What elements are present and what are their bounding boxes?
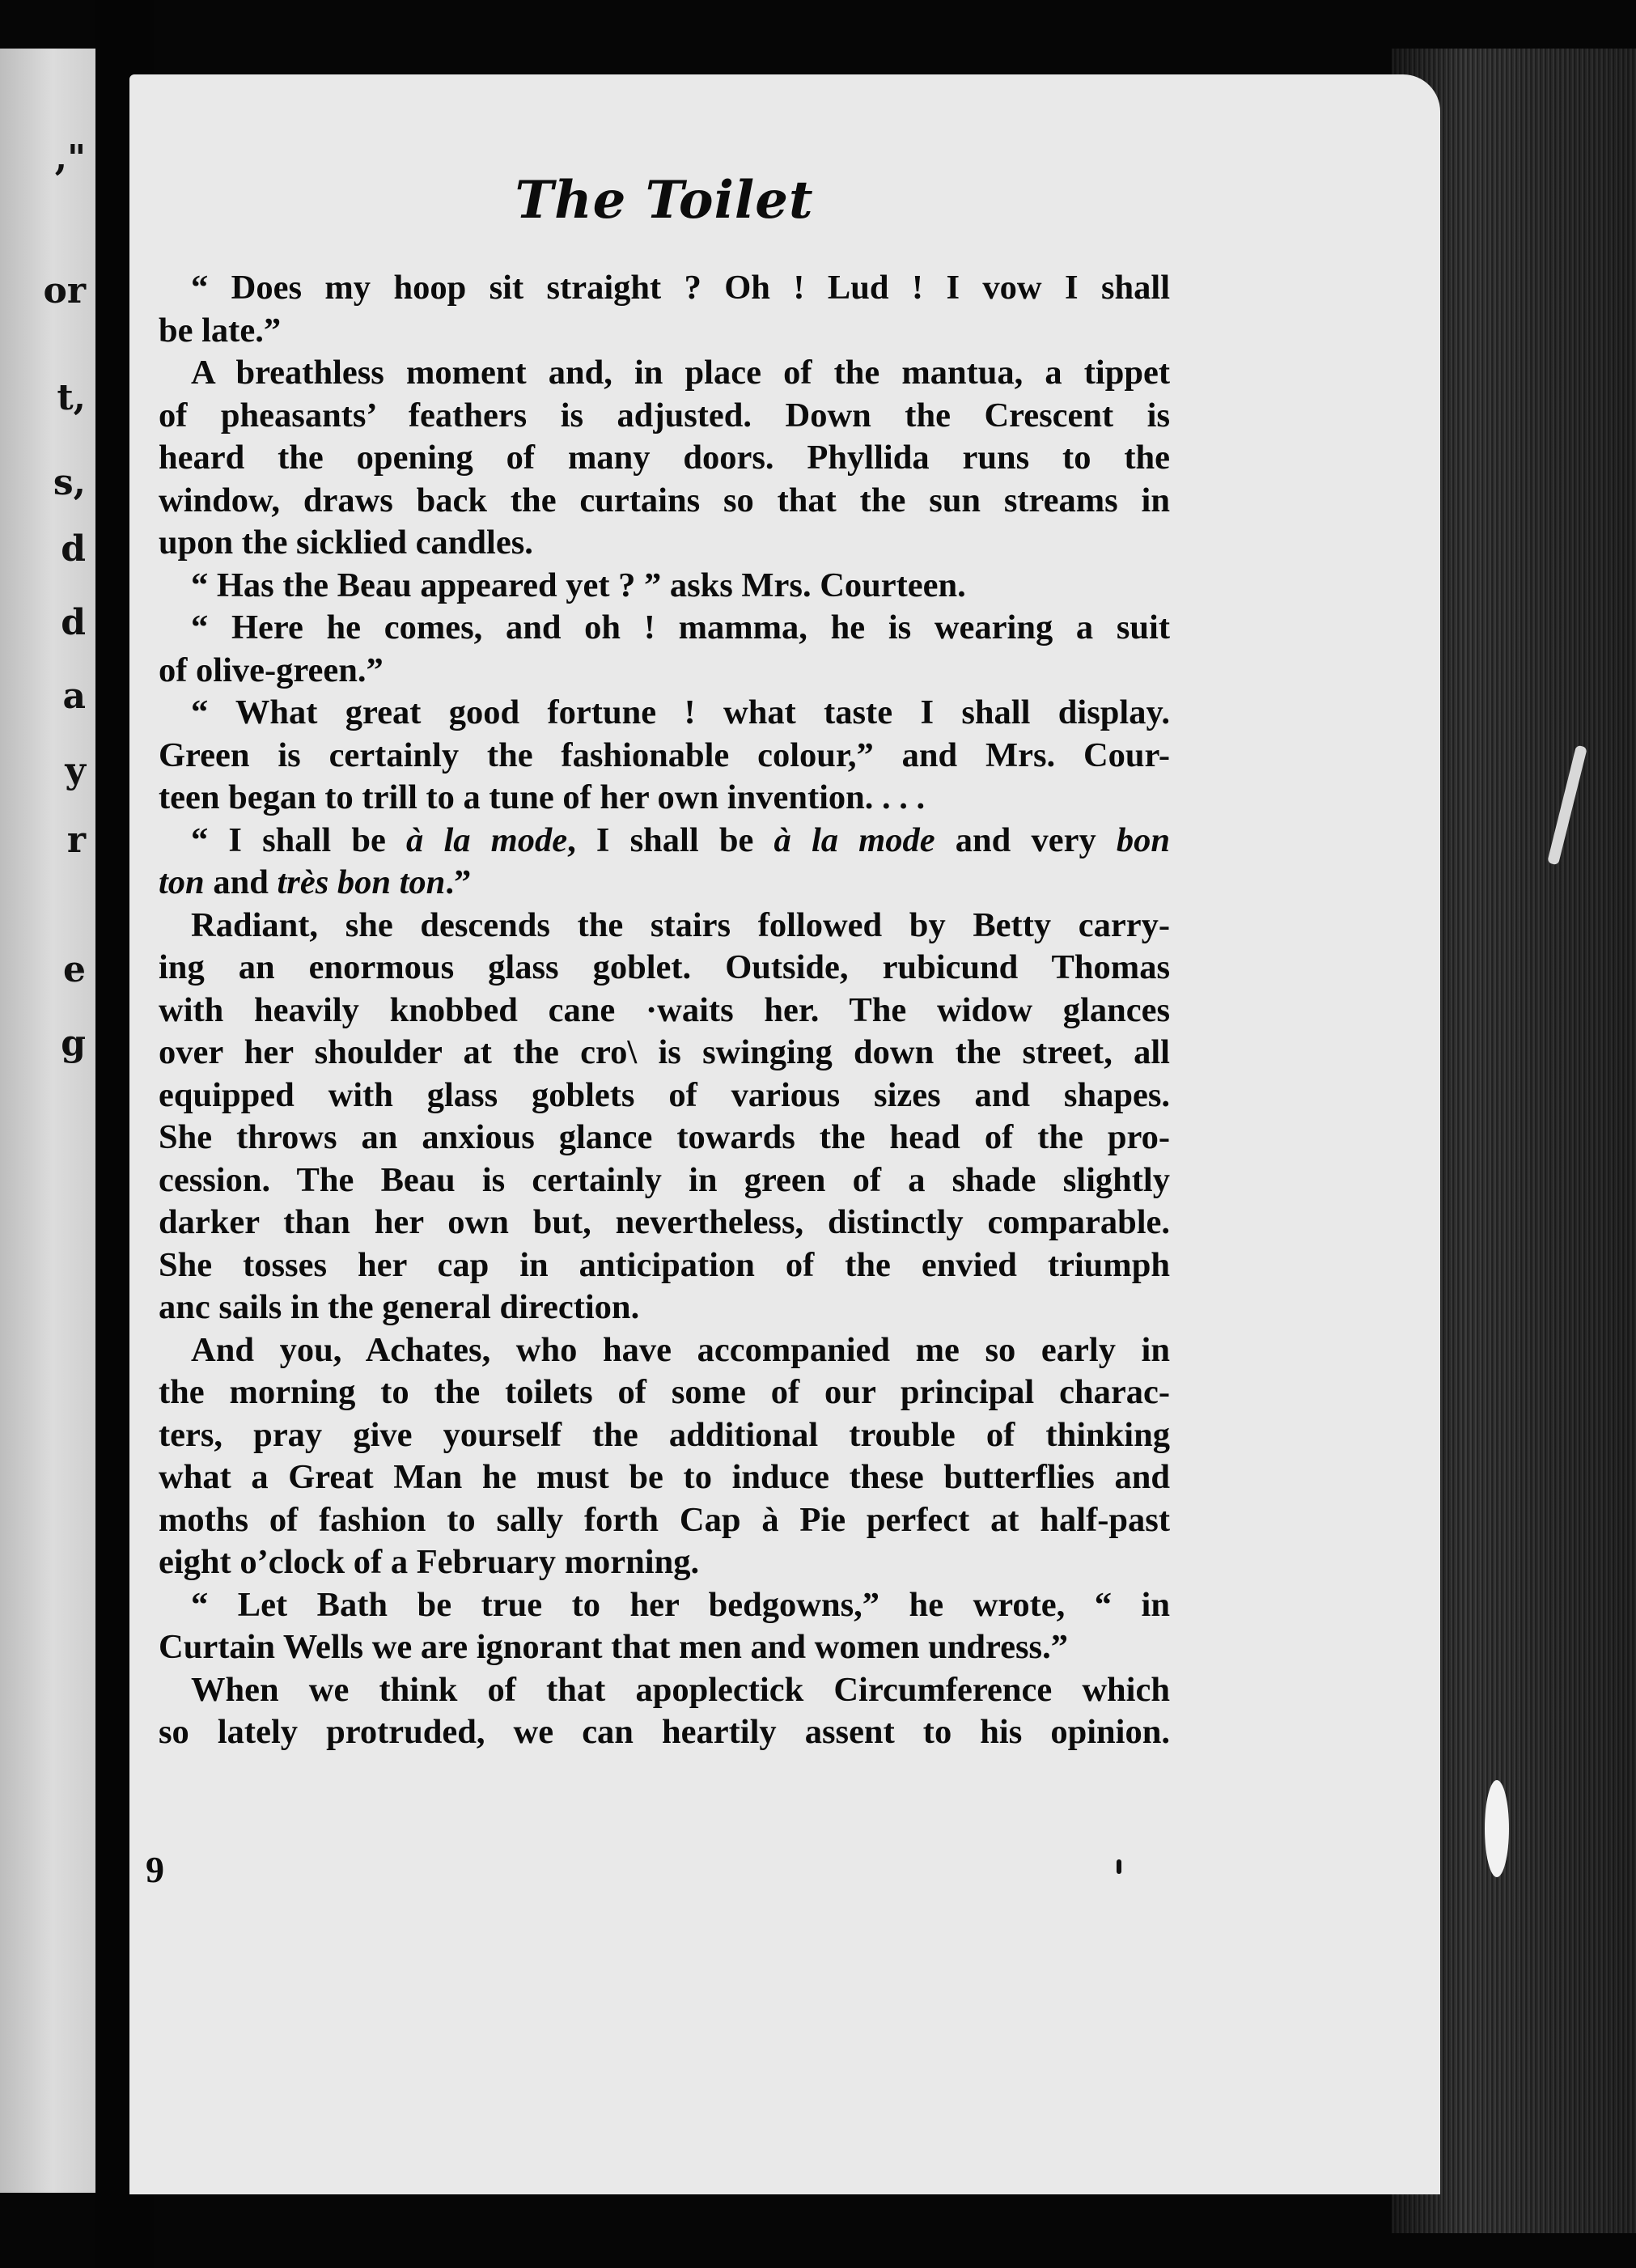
text-line (159, 692, 1170, 735)
text-line (159, 990, 1170, 1032)
text-run: ters, pray give yourself the additional trouble of thinking (159, 1415, 1170, 1454)
text-run: “ I shall be (191, 820, 407, 859)
text-line (159, 565, 1170, 608)
text-line (159, 480, 1170, 523)
text-line (159, 1626, 1170, 1669)
text-run: , I shall be (567, 820, 774, 859)
text-run: “ Let Bath be true to her bedgowns,” he wrote, “ in (191, 1585, 1170, 1624)
text-line (159, 1202, 1170, 1244)
text-run: with heavily knobbed cane ·waits her. The widow glances (159, 990, 1170, 1029)
previous-page-fragment: or (43, 269, 86, 312)
text-line (159, 1075, 1170, 1117)
running-head: The Toilet (515, 170, 814, 231)
text-run: be late.” (159, 311, 282, 350)
text-line (159, 1584, 1170, 1627)
text-line (159, 820, 1170, 863)
text-run: what a Great Man he must be to induce these butterflies and (159, 1458, 1170, 1496)
text-run: teen began to trill to a tune of her own invention. . . . (159, 778, 926, 816)
previous-page-edge (0, 49, 95, 2193)
text-line (159, 352, 1170, 395)
text-run: “ What great good fortune ! what taste I shall display. (191, 693, 1170, 731)
text-line (159, 947, 1170, 990)
text-line (159, 1711, 1170, 1754)
text-line (159, 1244, 1170, 1287)
text-run: She throws an anxious glance towards the head of the pro- (159, 1118, 1170, 1156)
previous-page-fragment: e (63, 948, 86, 990)
text-run: upon the sicklied candles. (159, 524, 533, 562)
text-run: A breathless moment and, in place of the mantua, a tippet (191, 354, 1170, 392)
text-run: She tosses her cap in anticipation of the envied triumph (159, 1245, 1170, 1284)
text-run: “ Does my hoop sit straight ? Oh ! Lud ! I vow I shall (191, 269, 1170, 307)
previous-page-fragment: d (61, 602, 86, 644)
previous-page-fragment: t, (57, 377, 86, 418)
text-line (159, 905, 1170, 947)
text-line (159, 267, 1170, 310)
text-line (159, 862, 1170, 905)
text-run: “ Here he comes, and oh ! mamma, he is wearing a suit (191, 608, 1170, 646)
text-run: Green is certainly the fashionable colour,” and Mrs. Cour- (159, 736, 1170, 774)
text-run: darker than her own but, nevertheless, distinctly comparable. (159, 1203, 1170, 1241)
text-run: over her shoulder at the cro\ is swinging down the street, all (159, 1033, 1170, 1071)
text-run: Curtain Wells we are ignorant that men and women undress.” (159, 1628, 1068, 1666)
text-run: so lately protruded, we can heartily assent to his opinion. (159, 1713, 1170, 1751)
text-line (159, 1371, 1170, 1414)
text-line (159, 1032, 1170, 1075)
text-line (159, 1329, 1170, 1372)
page-number: 9 (146, 1849, 164, 1890)
italic-text-run: à la mode (773, 820, 935, 859)
previous-page-fragment: s, (53, 461, 86, 503)
text-line (159, 1159, 1170, 1202)
text-run: and (204, 863, 278, 901)
text-line (159, 1669, 1170, 1712)
body-text (159, 267, 1170, 1754)
previous-page-fragment: r (66, 820, 86, 862)
italic-text-run: ton (159, 863, 205, 901)
previous-page-fragment: ," (54, 137, 86, 179)
previous-page-text-fragments (0, 49, 95, 2193)
scan-glare-mark (1485, 1780, 1509, 1877)
previous-page-fragment: g (61, 1023, 86, 1064)
text-line (159, 650, 1170, 693)
italic-text-run: à la mode (406, 820, 568, 859)
text-run: cession. The Beau is certainly in green of a shade slightly (159, 1160, 1170, 1199)
previous-page-fragment: y (65, 749, 86, 791)
italic-text-run: très bon ton (277, 863, 446, 901)
text-line (159, 1456, 1170, 1499)
text-line (159, 777, 1170, 820)
text-run: “ Has the Beau appeared yet ? ” asks Mrs. Courteen. (191, 566, 966, 604)
previous-page-fragment: a (62, 676, 86, 718)
text-run: .” (445, 863, 472, 901)
text-line (159, 607, 1170, 650)
text-line (159, 1541, 1170, 1584)
text-run: moths of fashion to sally forth Cap à Pie perfect at half-past (159, 1500, 1170, 1539)
text-line (159, 1499, 1170, 1542)
text-run: equipped with glass goblets of various sizes and shapes. (159, 1075, 1170, 1114)
text-run: of olive-green.” (159, 651, 384, 689)
text-line (159, 735, 1170, 778)
text-run: And you, Achates, who have accompanied me so early in (191, 1330, 1170, 1369)
text-run: Radiant, she descends the stairs followed by Betty carry- (191, 905, 1170, 944)
ink-speck (1117, 1859, 1121, 1874)
text-line (159, 522, 1170, 565)
text-line (159, 1117, 1170, 1159)
text-line (159, 1287, 1170, 1329)
text-run: heard the opening of many doors. Phyllida runs to the (159, 439, 1170, 477)
text-run: of pheasants’ feathers is adjusted. Down the Crescent is (159, 396, 1170, 435)
previous-page-fragment: d (61, 528, 86, 570)
text-run: and very (935, 820, 1117, 859)
text-line (159, 1414, 1170, 1457)
text-run: eight o’clock of a February morning. (159, 1543, 700, 1581)
text-line (159, 310, 1170, 353)
text-line (159, 437, 1170, 480)
text-run: ing an enormous glass goblet. Outside, rubicund Thomas (159, 948, 1170, 986)
italic-text-run: bon (1116, 820, 1170, 859)
text-run: the morning to the toilets of some of our principal charac- (159, 1373, 1170, 1411)
text-line (159, 395, 1170, 438)
text-run: anc sails in the general direction. (159, 1288, 640, 1326)
text-run: window, draws back the curtains so that the sun streams in (159, 481, 1170, 519)
text-run: When we think of that apoplectick Circumference which (191, 1670, 1170, 1709)
